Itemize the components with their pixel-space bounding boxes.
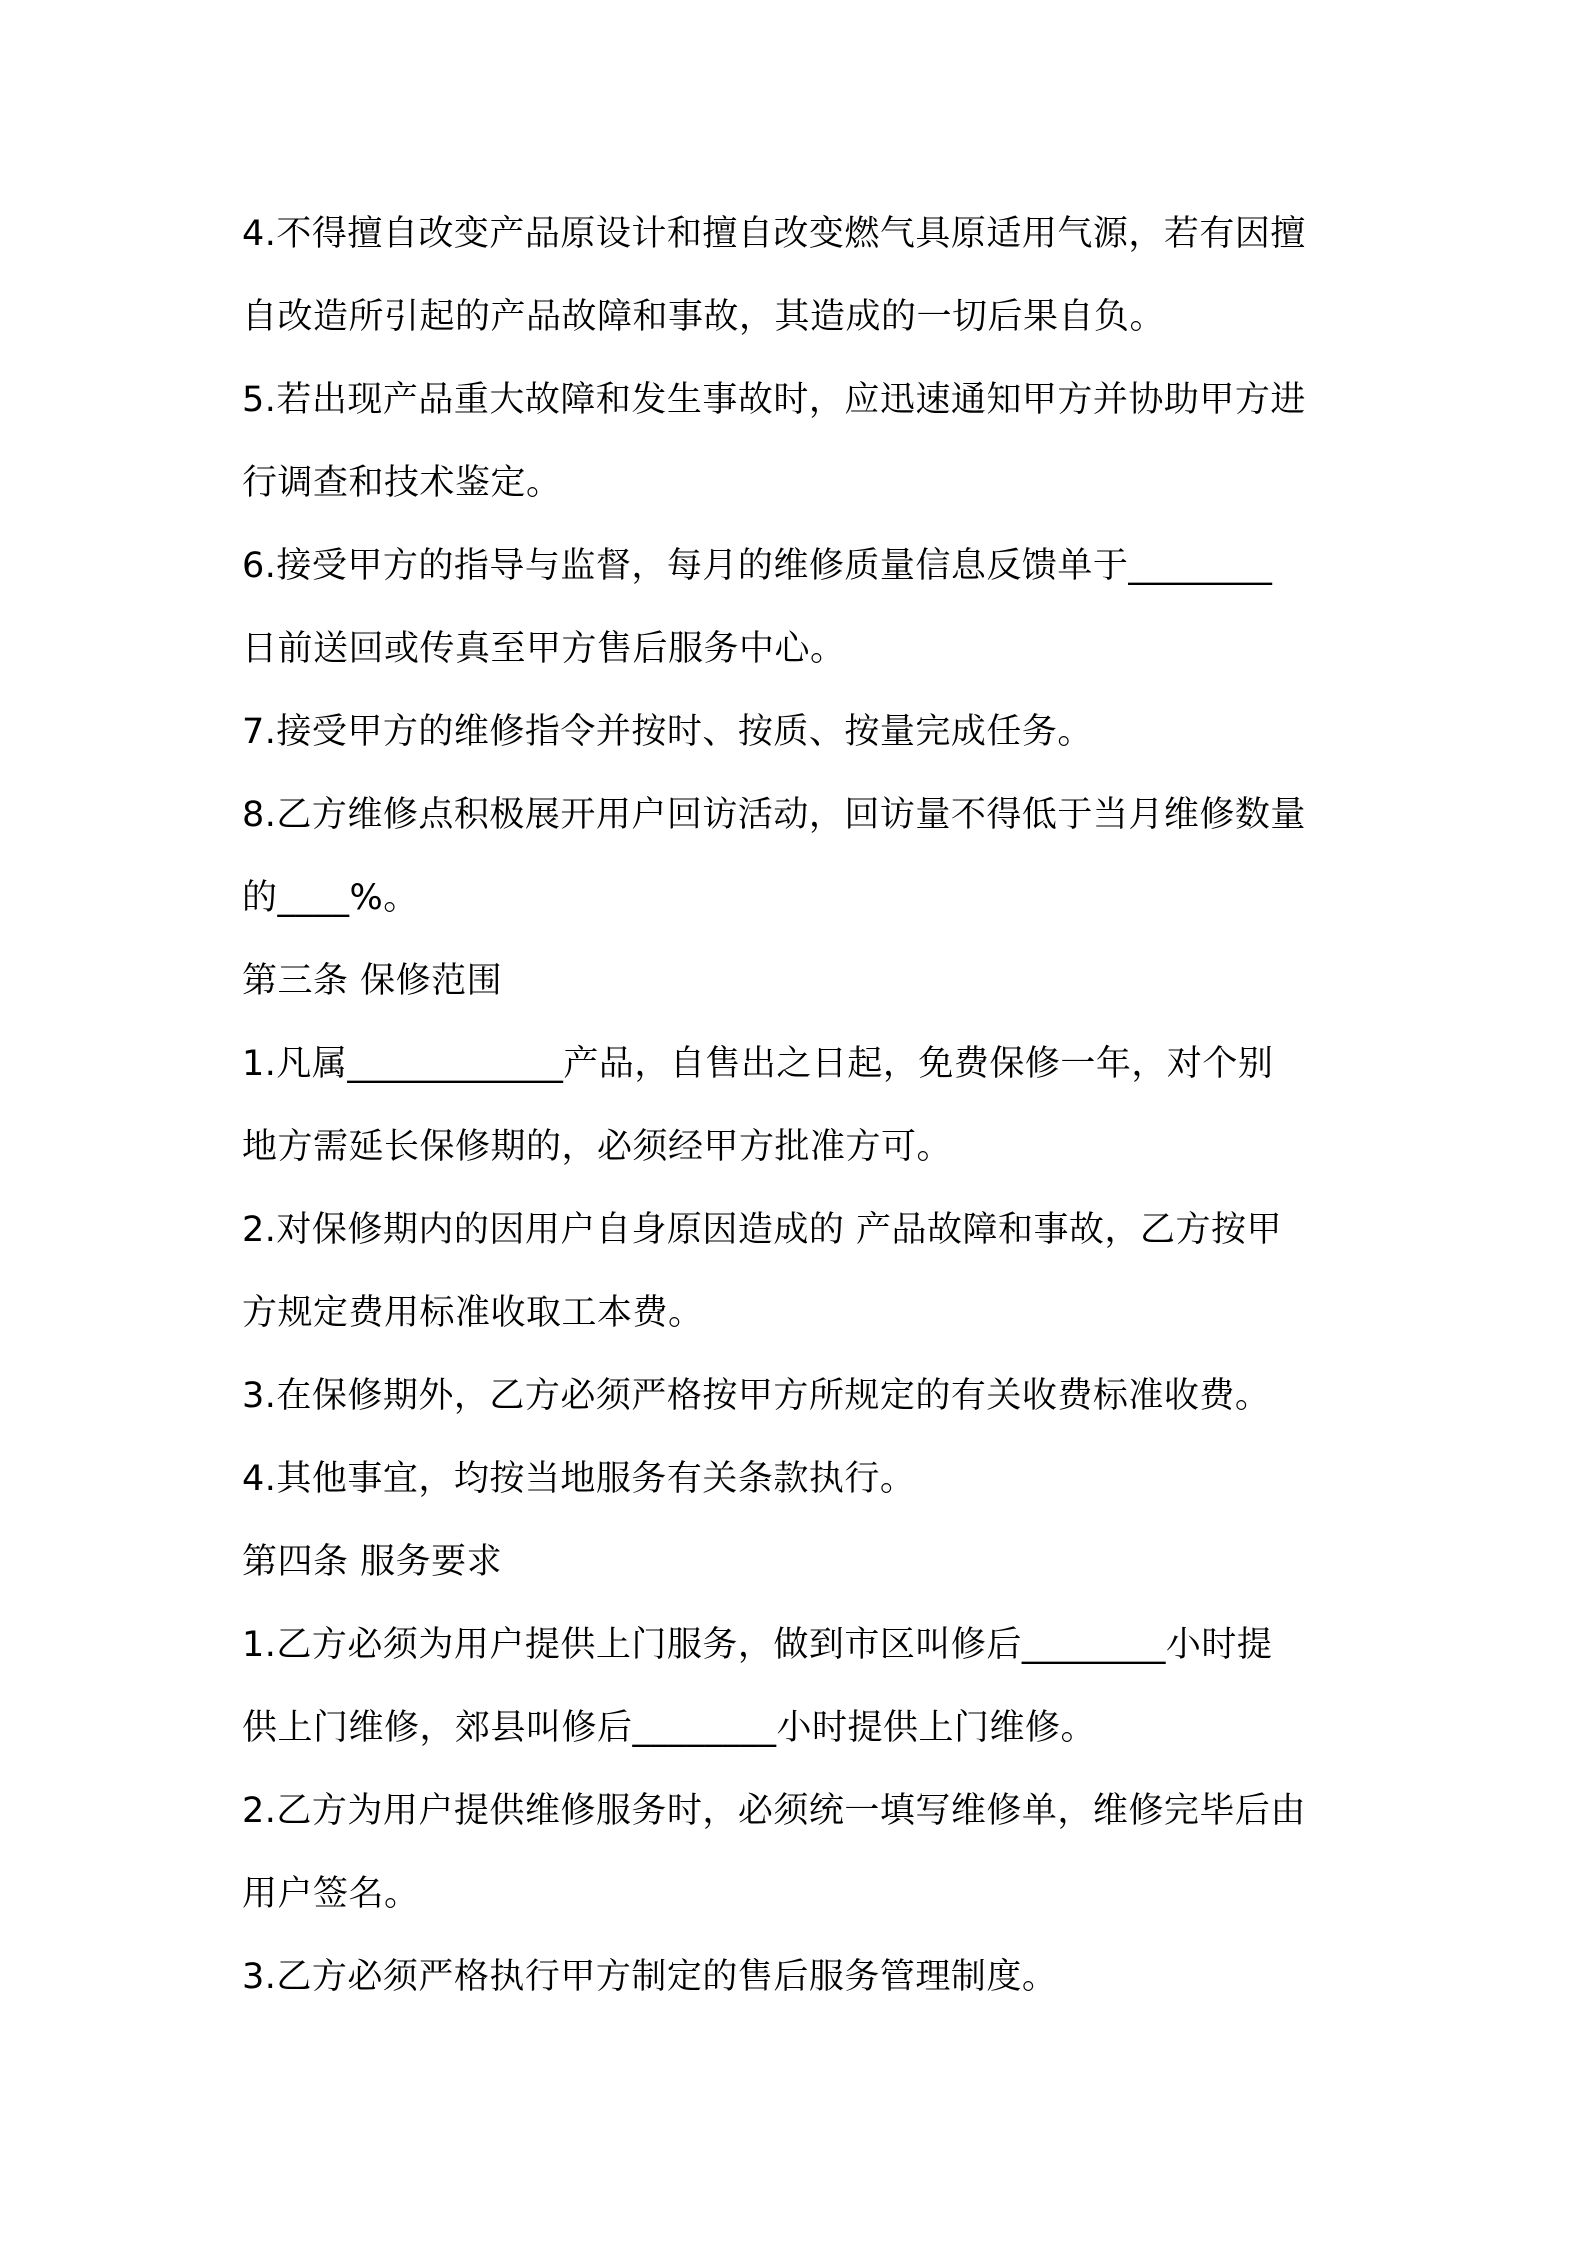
text-line: 的____%。: [242, 878, 419, 918]
text-line: 自改造所引起的产品故障和事故，其造成的一切后果自负。: [242, 297, 1166, 337]
text-line: 2.乙方为用户提供维修服务时，必须统一填写维修单，维修完毕后由: [242, 1791, 1306, 1831]
text-line: 供上门维修，郊县叫修后________小时提供上门维修。: [242, 1708, 1097, 1748]
text-line: 日前送回或传真至甲方售后服务中心。: [242, 629, 846, 669]
section-heading: 第四条 服务要求: [242, 1542, 503, 1582]
text-line: 地方需延长保修期的，必须经甲方批准方可。: [242, 1127, 953, 1167]
text-line: 4.不得擅自改变产品原设计和擅自改变燃气具原适用气源，若有因擅: [242, 214, 1306, 254]
text-line: 7.接受甲方的维修指令并按时、按质、按量完成任务。: [242, 712, 1093, 752]
section-heading: 第三条 保修范围: [242, 961, 503, 1001]
text-line: 3.在保修期外，乙方必须严格按甲方所规定的有关收费标准收费。: [242, 1376, 1271, 1416]
text-line: 行调查和技术鉴定。: [242, 463, 562, 503]
text-line: 1.乙方必须为用户提供上门服务，做到市区叫修后________小时提: [242, 1625, 1273, 1665]
text-line: 8.乙方维修点积极展开用户回访活动，回访量不得低于当月维修数量: [242, 795, 1306, 835]
document-body: [242, 193, 1362, 2019]
text-line: 方规定费用标准收取工本费。: [242, 1293, 704, 1333]
text-line: 4.其他事宜，均按当地服务有关条款执行。: [242, 1459, 916, 1499]
text-line: 2.对保修期内的因用户自身原因造成的 产品故障和事故，乙方按甲: [242, 1210, 1283, 1250]
text-line: 5.若出现产品重大故障和发生事故时，应迅速通知甲方并协助甲方进: [242, 380, 1306, 420]
text-line: 1.凡属____________产品，自售出之日起，免费保修一年，对个别: [242, 1044, 1274, 1084]
text-line: 6.接受甲方的指导与监督，每月的维修质量信息反馈单于________: [242, 546, 1273, 586]
text-line: 用户签名。: [242, 1874, 420, 1914]
text-line: 3.乙方必须严格执行甲方制定的售后服务管理制度。: [242, 1957, 1058, 1997]
